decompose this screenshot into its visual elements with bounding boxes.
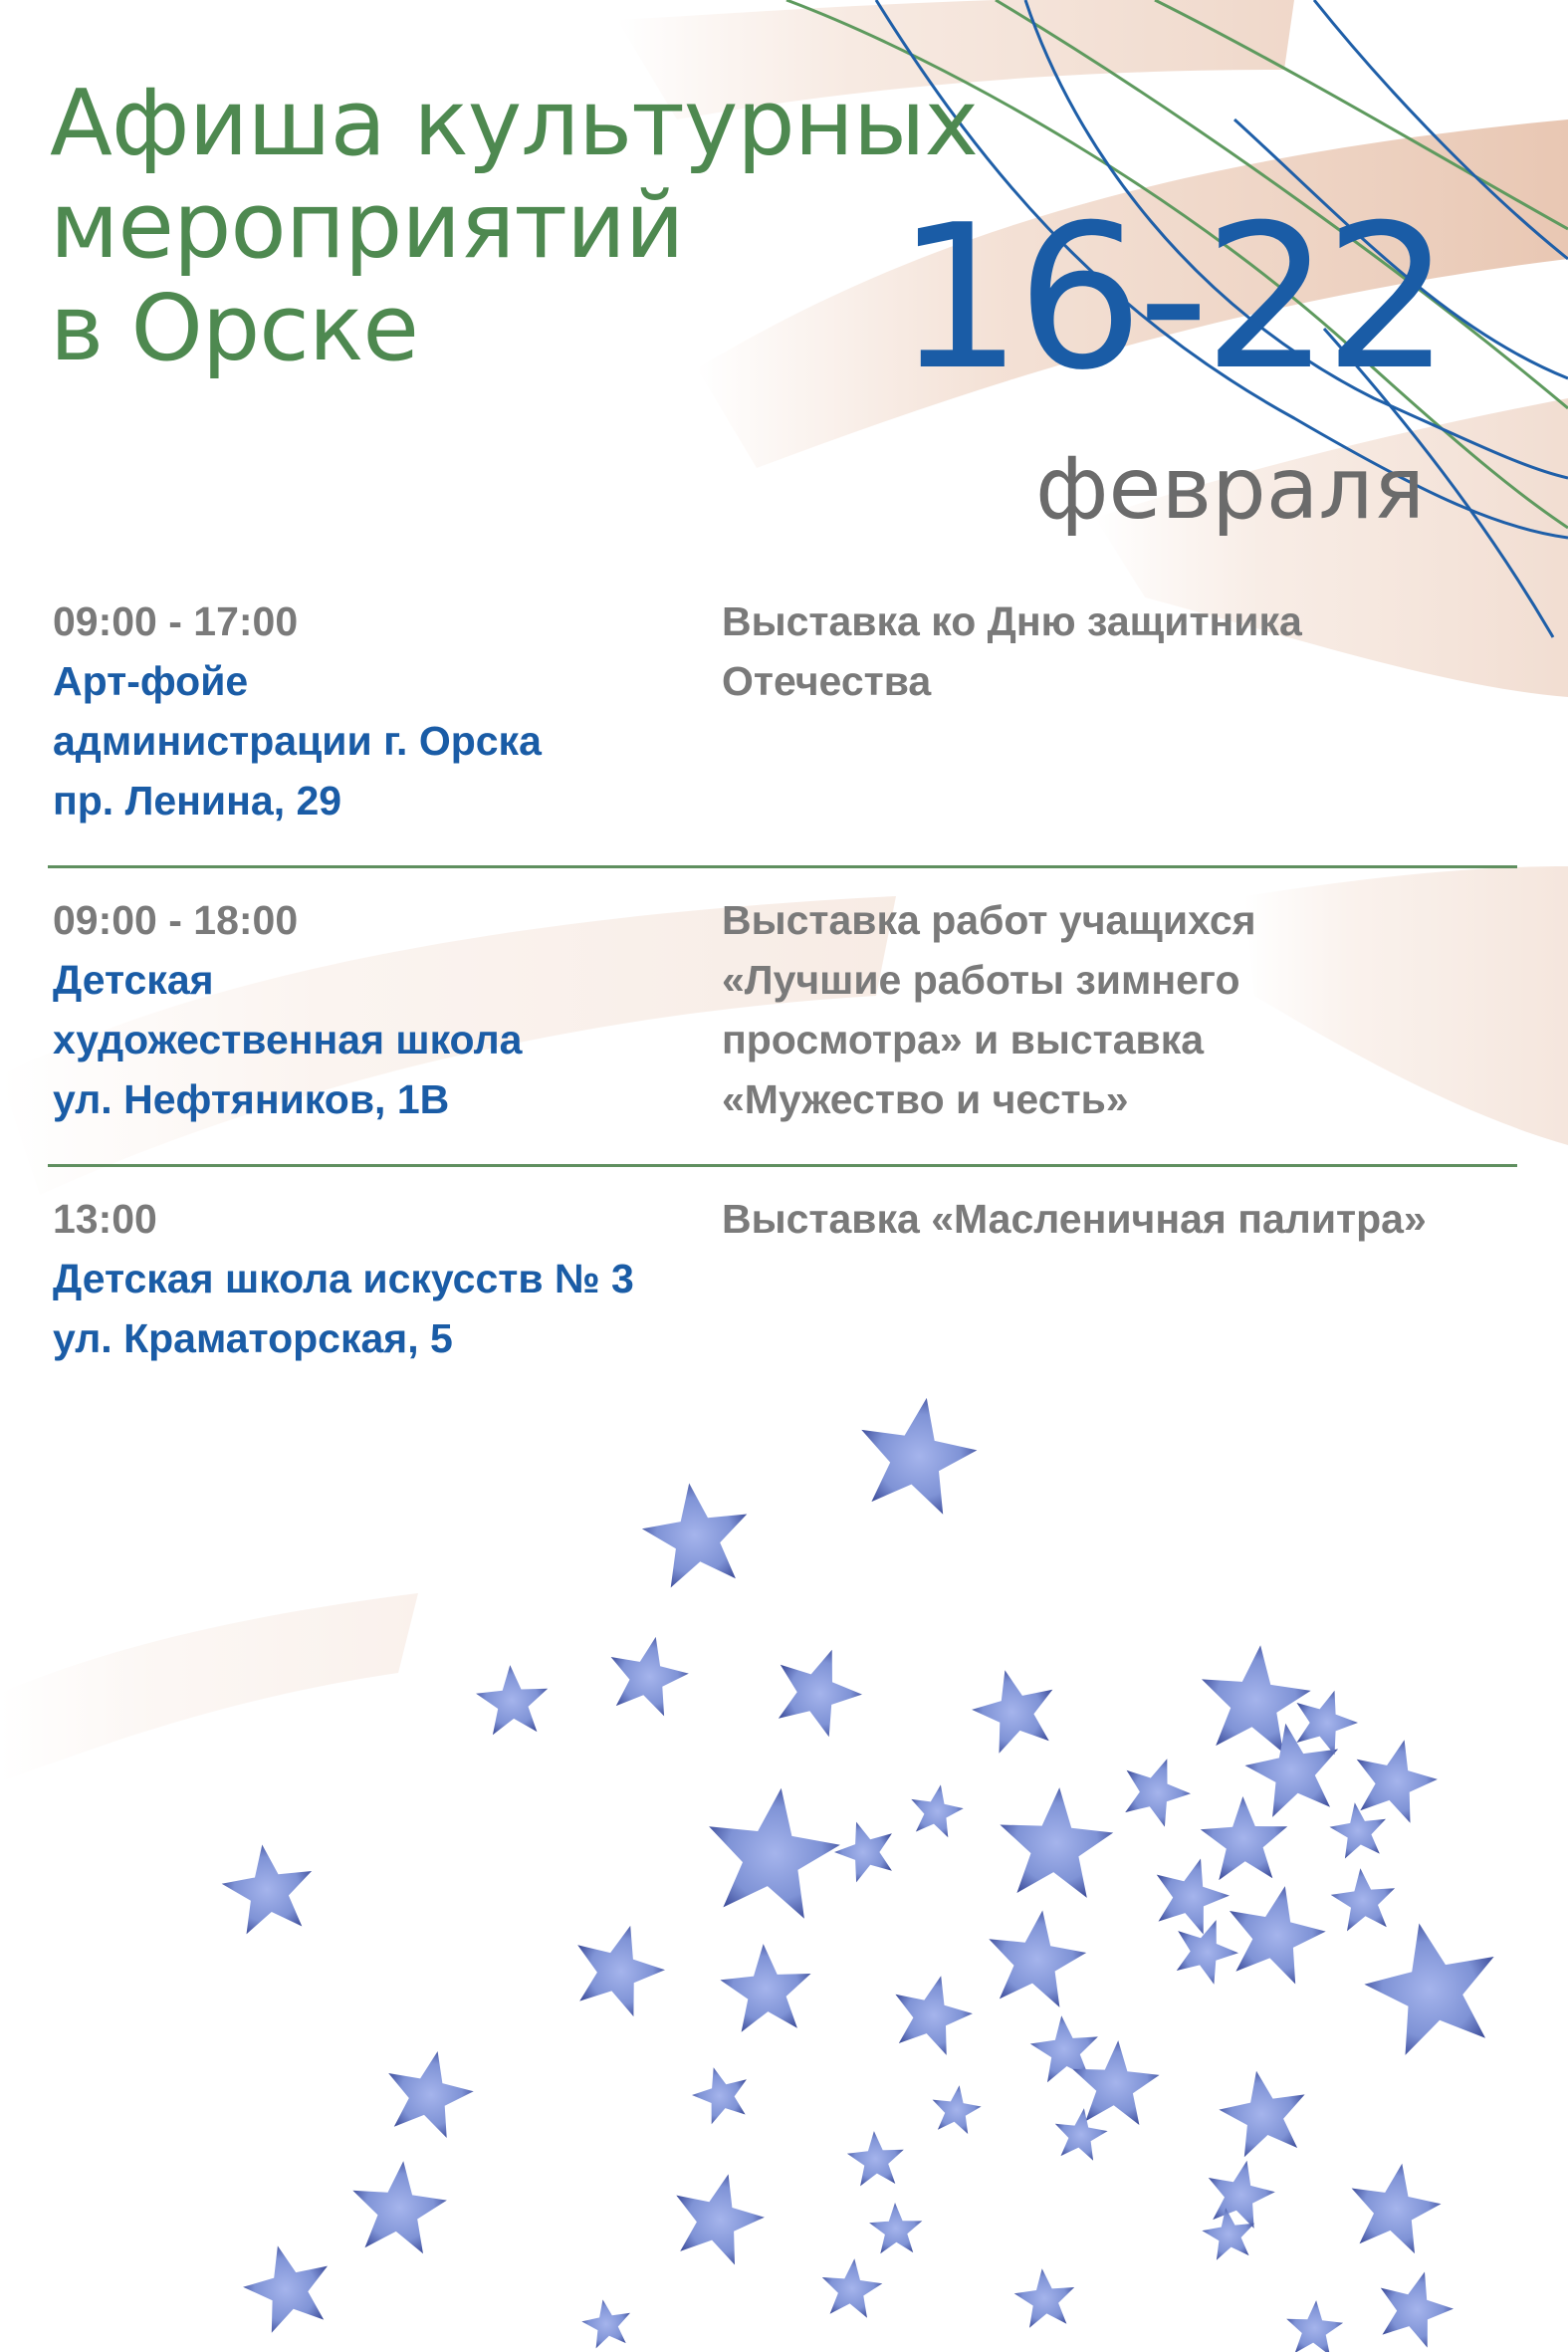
- star-icon: [911, 1784, 963, 1837]
- event-place: Арт-фойе: [53, 658, 249, 704]
- event-item: [48, 868, 1517, 1167]
- star-icon: [611, 1637, 689, 1717]
- star-icon: [1330, 1802, 1387, 1858]
- event-details: [53, 1189, 690, 1368]
- star-icon: [1219, 2071, 1304, 2158]
- star-icon: [1352, 2164, 1442, 2253]
- star-icon: [933, 2085, 982, 2134]
- event-item: [48, 1167, 1517, 1386]
- star-icon: [989, 1911, 1086, 2007]
- date-month: февраля: [1035, 439, 1426, 539]
- star-icon: [1364, 1924, 1493, 2055]
- event-details: [53, 591, 690, 830]
- title-line-1: Афиша культурных: [50, 70, 978, 176]
- star-icon: [1055, 2108, 1108, 2160]
- star-icon: [779, 1650, 862, 1737]
- event-place: администрации г. Орска: [53, 718, 542, 764]
- event-address: ул. Краматорская, 5: [53, 1315, 453, 1361]
- star-icon: [1209, 2161, 1275, 2229]
- star-icon: [1357, 1740, 1438, 1823]
- event-details: [53, 890, 690, 1129]
- event-description: [722, 890, 1518, 1129]
- star-icon: [476, 1665, 548, 1735]
- star-icon: [847, 2131, 904, 2186]
- event-description-line: «Лучшие работы зимнего: [722, 957, 1240, 1003]
- star-icon: [577, 1926, 665, 2016]
- star-icon: [822, 2258, 883, 2318]
- star-icon: [895, 1976, 973, 2055]
- star-icon: [720, 1944, 810, 2032]
- star-icon: [581, 2299, 630, 2348]
- event-description-line: Выставка ко Дню защитника: [722, 598, 1302, 644]
- star-icon: [1157, 1859, 1230, 1935]
- star-icon: [1331, 1868, 1395, 1931]
- event-item: [48, 591, 1517, 868]
- star-icon: [1177, 1920, 1238, 1985]
- event-description-line: «Мужество и честь»: [722, 1076, 1129, 1122]
- event-description: [722, 591, 1518, 711]
- event-time: 09:00 - 17:00: [53, 598, 299, 644]
- event-place: Детская школа искусств № 3: [53, 1256, 634, 1301]
- event-address: ул. Нефтяников, 1В: [53, 1076, 450, 1122]
- star-icon: [1381, 2272, 1454, 2348]
- star-icon: [1202, 1645, 1311, 1753]
- star-icon: [1297, 1691, 1359, 1756]
- event-time: 09:00 - 18:00: [53, 897, 299, 943]
- event-description-line: Выставка «Масленичная палитра»: [722, 1196, 1427, 1242]
- star-icon: [709, 1788, 840, 1919]
- star-icon: [1000, 1787, 1113, 1898]
- event-time: 13:00: [53, 1196, 157, 1242]
- date-range: 16-22: [896, 182, 1446, 414]
- event-description-line: Отечества: [722, 658, 932, 704]
- event-address: пр. Ленина, 29: [53, 778, 342, 823]
- star-icon: [642, 1484, 747, 1588]
- events-list: [48, 591, 1517, 1386]
- title-line-2: мероприятий: [50, 172, 684, 280]
- event-place: художественная школа: [53, 1017, 523, 1062]
- star-icon: [1230, 1886, 1326, 1984]
- star-icon: [692, 2067, 747, 2124]
- star-icon: [972, 1670, 1052, 1754]
- star-icon: [352, 2161, 447, 2253]
- star-icon: [869, 2203, 922, 2253]
- star-icon: [1072, 2040, 1159, 2125]
- star-icon: [243, 2245, 328, 2332]
- star-icon: [388, 2051, 474, 2138]
- event-description-line: Выставка работ учащихся: [722, 897, 1256, 943]
- star-icon: [834, 1822, 892, 1883]
- star-icon: [861, 1398, 977, 1515]
- star-icon: [1014, 2268, 1074, 2328]
- poster-title: [50, 70, 978, 382]
- star-icon: [1125, 1759, 1191, 1826]
- star-icon: [222, 1845, 312, 1935]
- event-description: [722, 1189, 1518, 1249]
- star-icon: [676, 2174, 765, 2264]
- star-icon: [1286, 2300, 1343, 2352]
- title-line-3: в Орске: [50, 275, 419, 382]
- event-description-line: просмотра» и выставка: [722, 1017, 1205, 1062]
- event-place: Детская: [53, 957, 214, 1003]
